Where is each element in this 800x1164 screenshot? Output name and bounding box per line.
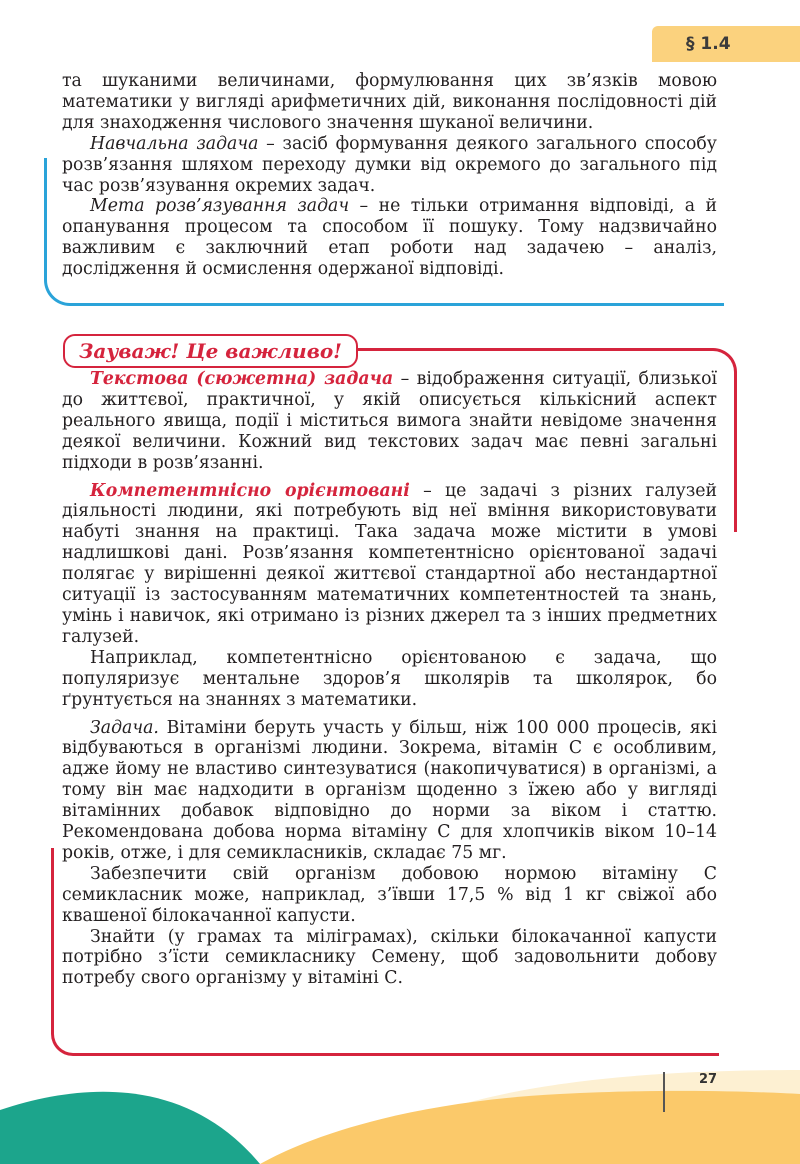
paragraph-competence: Компетентнісно орієнтовані – це задачі з різних галузей діяльності людини, які потребують від неї вміння використовувати набуті знання на практиці. Така задача може містити в умові надлишкові дані. Розв’язання компетентнісно орієнтованої задачі полягає у вирішенні деякої життєвої стандартної або нестандартної ситуації із застосуванням математичних компетентностей та знань, умінь і навичок, які отримано із різних джерел та з інших предметних галузей. (62, 480, 717, 647)
task-label: Задача. (90, 717, 159, 738)
page-number-divider (663, 1072, 665, 1112)
term-competence: Компетентнісно орієнтовані (90, 480, 410, 501)
term-text-task: Текстова (сюжетна) задача (90, 369, 394, 389)
section-tab (652, 26, 800, 62)
paragraph-continuation: та шуканими величинами, формулювання цих зв’язків мовою математики у вигляді арифметичних дій, виконання послідовності дій для знаходження числового значення шуканої величини. (62, 71, 717, 133)
paragraph-example: Наприклад, компетентнісно орієнтованою є задача, що популяризує ментальне здоров’я школярів та школярок, бо ґрунтується на знаннях з математики. (62, 647, 717, 710)
term-learning-task: Навчальна задача (90, 133, 259, 154)
yellow-wave (260, 1091, 800, 1164)
note-title: Зауваж! Це важливо! (63, 334, 358, 368)
section-number: § 1.4 (686, 34, 731, 54)
note-bracket-bottom (51, 848, 719, 1056)
term-goal: Мета розв’язування задач (90, 196, 350, 217)
bottom-decoration (0, 1030, 800, 1164)
page-number: 27 (699, 1072, 718, 1087)
paragraph-text-task: Текстова (сюжетна) задача – відображення ситуації, близької до життєвої, практичної, у якій описується кількісний аспект реального явища, події і міститься вимога знайти невідоме значення деякої величини. Кожний вид текстових задач має певні загальні підходи в розв’язанні. (62, 369, 717, 473)
paragraph-task: Задача. Вітаміни беруть участь у більш, ніж 100 000 процесів, які відбуваються в організмі людини. Зокрема, вітамін С є особливим, адже йому не властиво синтезуватися (накопичуватися) в організмі, а тому він має надходити в організм щоденно з їжею або у вигляді вітамінних добавок відповідно до норми за віком і статтю. Рекомендована добова норма вітаміну С для хлопчиків віком 10–14 років, отже, і для семикласників, складає 75 мг. (62, 717, 717, 863)
paragraph-task-2: Забезпечити свій організм добовою нормою вітаміну С семикласник може, наприклад, з’ївши 17,5 % від 1 кг свіжої або квашеної білокачанної капусти. (62, 863, 717, 926)
top-text-block (62, 71, 717, 280)
paragraph-task-3: Знайти (у грамах та міліграмах), скільки білокачанної капусти потрібно з’їсти семикласнику Семену, щоб задовольнити добову потребу свого організму у вітаміні С. (62, 926, 717, 989)
paragraph-goal: Мета розв’язування задач – не тільки отримання відповіді, а й опанування процесом та способом її пошуку. Тому надзвичайно важливим є заключний етап роботи над задачею – аналіз, дослідження й осмислення одержаної відповіді. (62, 196, 717, 280)
teal-wave (0, 1092, 260, 1164)
paragraph-learning-task: Навчальна задача – засіб формування деякого загального способу розв’язання шляхом переходу думки від окремого до загального під час розв’язування окремих задач. (62, 133, 717, 196)
